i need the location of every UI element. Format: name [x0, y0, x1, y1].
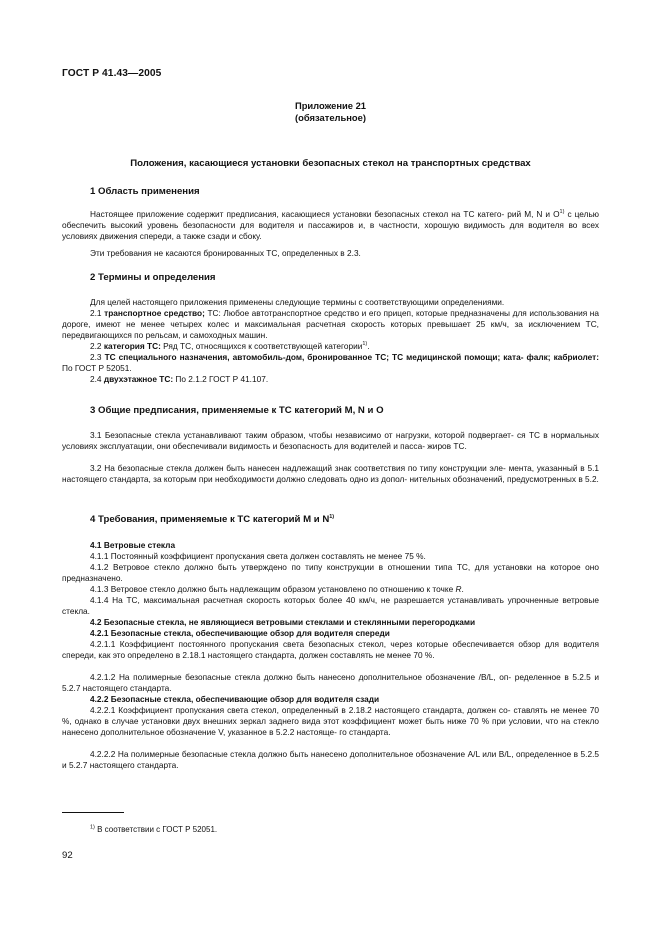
item-4-2-1-2: 4.2.1.2 На полимерные безопасные стекла должно быть нанесено дополнительное обозначение /B/L, оп- ределенное в 5.2.5 и 5.2.7 настоящего стандарта. [62, 672, 599, 693]
section-1-paragraph-2: Эти требования не касаются бронированных ТС, определенных в 2.3. [90, 248, 361, 258]
item-4-1-2: 4.1.2 Ветровое стекло должно быть утверждено по типу конструкции в отношении типа ТС, для установки на которое оно предназначено. [62, 562, 599, 583]
appendix-title: Приложение 21 [294, 100, 367, 111]
definition-2-4: 2.4 двухэтажное ТС: По 2.1.2 ГОСТ Р 41.107. [90, 374, 269, 384]
section-2-intro: Для целей настоящего приложения применены следующие термины с соответствующими определениями. [90, 297, 505, 307]
section-3-item-2: 3.2 На безопасные стекла должен быть нанесен надлежащий знак соответствия по типу конструкции эле- мента, указанный в 5.1 настоящего стандарта, за которым при необходимости должно следовать одно из допол- нительных обозначений, предусмотренных в 5.2. [62, 463, 599, 484]
document-title: Положения, касающиеся установки безопасных стекол на транспортных средствах [130, 158, 531, 169]
item-4-2-2-1: 4.2.2.1 Коэффициент пропускания света стекол, определенный в 2.18.2 настоящего стандарта, должен со- ставлять не менее 70 %, однако в случае установки двух внешних зеркал заднего вида этот коэффициент может быть ниже 70 % при условии, что на стекло нанесено дополнительное обозначение V, указанное в 5.2.2 настояще- го стандарта. [62, 705, 599, 737]
section-4-heading: 4 Требования, применяемые к ТС категорий М и $N^{1)}$ [90, 513, 335, 525]
definition-2-3: 2.3 ТС специального назначения, автомобиль-дом, бронированное ТС; ТС медицинской помощи; ката- фалк; кабриолет: По ГОСТ Р 52051. [62, 352, 599, 373]
page-number: 92 [62, 850, 73, 861]
definition-2-1: 2.1 транспортное средство; ТС: Любое автотранспортное средство и его прицеп, которые предназначены для использования на дороге, имеют не менее четырех колес и максимальная расчетная скорость которых превышает 25 км/ч, за исключением ТС, передвигающихся по рельсам, и самоходных машин. [62, 308, 599, 340]
item-4-1-3: 4.1.3 Ветровое стекло должно быть надлежащим образом установлено по отношению к точке R. [90, 584, 464, 594]
section-3-item-1: 3.1 Безопасные стекла устанавливают таким образом, чтобы независимо от нагрузки, которой подвергает- ся ТС в нормальных условиях эксплуатации, они обеспечивали видимость и безопасность для водителей и пасса- жиров ТС. [62, 430, 599, 451]
section-1-paragraph-1: Настоящее приложение содержит предписания, касающиеся установки безопасных стекол на ТС катего- рий М, N и $O^{1)}$ с целью обеспечить высокий уровень безопасности для водителя и пассажиров и, в частности, хорошую видимость для водителя во всех условиях движения спереди, а также сзади и сбоку. [62, 209, 599, 241]
section-1-heading: 1 Область применения [90, 186, 200, 197]
appendix-status: (обязательное) [295, 112, 366, 123]
item-4-1-1: 4.1.1 Постоянный коэффициент пропускания света должен составлять не менее 75 %. [90, 551, 426, 561]
item-4-1-4: 4.1.4 На ТС, максимальная расчетная скорость которых более 40 км/ч, не разрешается устанавливать упрочненные ветровые стекла. [62, 595, 599, 616]
standard-designation: ГОСТ Р 41.43—2005 [62, 68, 162, 79]
footnote-separator [62, 812, 124, 813]
item-4-2-1-1: 4.2.1.1 Коэффициент постоянного пропускания света безопасных стекол, через которые обеспечивается обзор для водителя спереди, как это определено в 2.18.1 настоящего стандарта, должен составлять не менее 70 %. [62, 639, 599, 660]
subsection-4-2-1-heading: 4.2.1 Безопасные стекла, обеспечивающие обзор для водителя спереди [90, 628, 390, 638]
section-2-heading: 2 Термины и определения [90, 272, 216, 283]
definition-2-2: 2.2 категория ТС: Ряд ТС, относящихся к соответствующей категории$^{1)}$. [90, 341, 370, 351]
section-3-heading: 3 Общие предписания, применяемые к ТС категорий М, N и О [90, 405, 384, 416]
footnote: $^{1)}$ В соответствии с ГОСТ Р 52051. [90, 824, 218, 834]
item-4-2-2-2: 4.2.2.2 На полимерные безопасные стекла должно быть нанесено дополнительное обозначение A/L или B/L, определенное в 5.2.5 и 5.2.7 настоящего стандарта. [62, 749, 599, 770]
subsection-4-2-2-heading: 4.2.2 Безопасные стекла, обеспечивающие обзор для водителя сзади [90, 694, 380, 704]
subsection-4-2-heading: 4.2 Безопасные стекла, не являющиеся ветровыми стеклами и стеклянными перегородками [90, 617, 476, 627]
subsection-4-1-heading: 4.1 Ветровые стекла [90, 540, 176, 550]
